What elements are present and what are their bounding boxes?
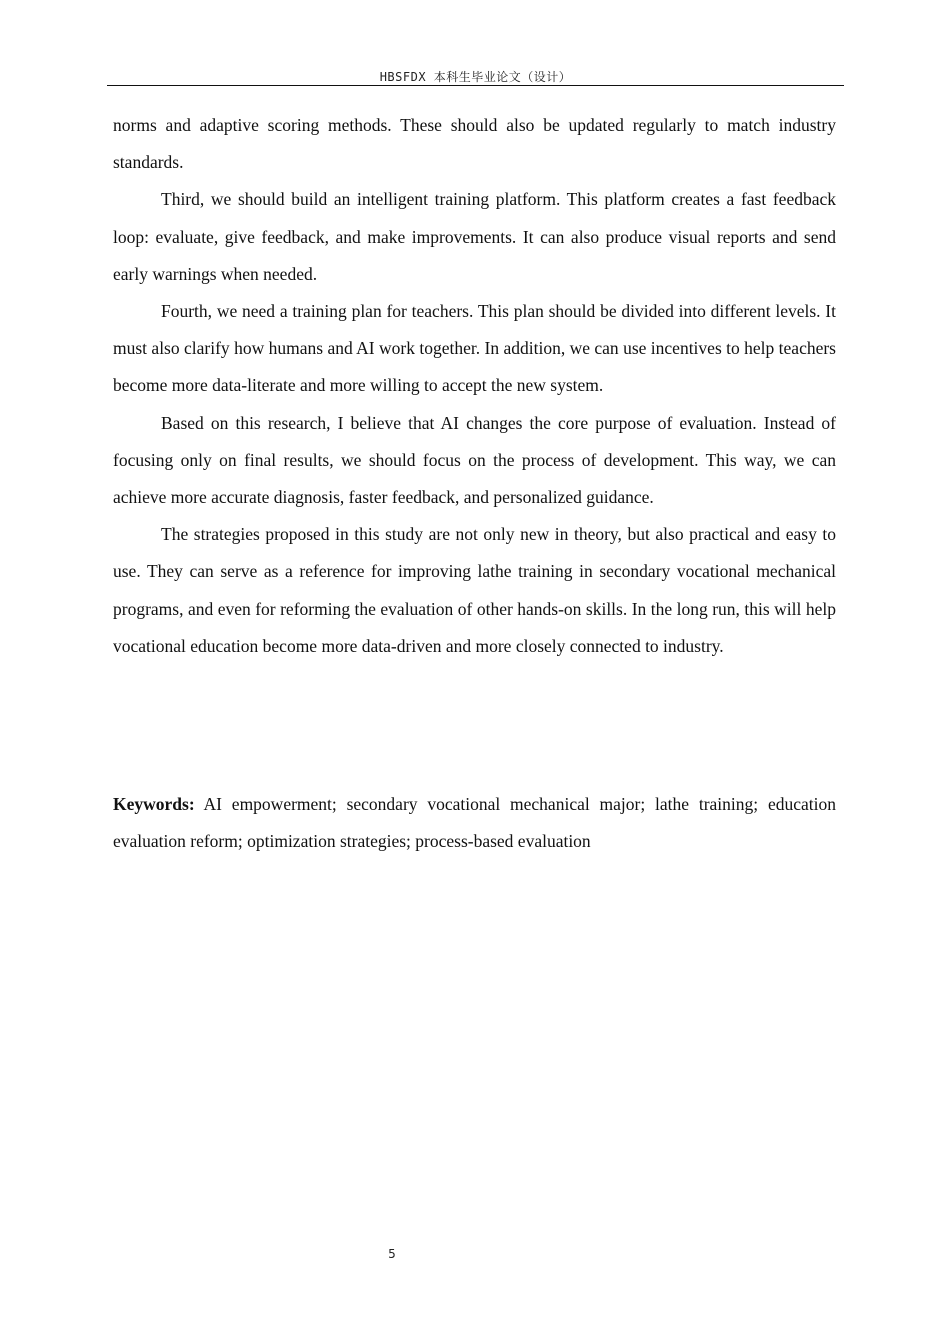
abstract-body [113,107,836,665]
paragraph-fourth: Fourth, we need a training plan for teachers. This plan should be divided into different levels. It must also clarify how humans and AI work together. In addition, we can use incentives to help teachers become more data-literate and more willing to accept the new system. [113,301,836,396]
keywords-block [113,786,836,860]
paragraph-strategies: The strategies proposed in this study are not only new in theory, but also practical and easy to use. They can serve as a reference for improving lathe training in secondary vocational mechanical programs, and even for reforming the evaluation of other hands-on skills. In the long run, this will help vocational education become more data-driven and more closely connected to industry. [113,524,836,656]
keywords-label: Keywords: [113,794,195,814]
paragraph-continued: norms and adaptive scoring methods. These should also be updated regularly to match industry standards. [113,115,836,173]
header-rule [107,85,844,86]
paragraph-conclusion: Based on this research, I believe that AI changes the core purpose of evaluation. Instead of focusing only on final results, we should focus on the process of development. This way, we can achieve more accurate diagnosis, faster feedback, and personalized guidance. [113,412,836,508]
keywords-text: AI empowerment; secondary vocational mechanical major; lathe training; education evaluation reform; optimization strategies; process-based evaluation [113,794,836,852]
paragraph-third: Third, we should build an intelligent training platform. This platform creates a fast feedback loop: evaluate, give feedback, and make improvements. It can also produce visual reports and send early warnings when needed. [113,189,836,284]
page-number: 5 [388,1247,396,1261]
running-header: HBSFDX 本科生毕业论文（设计） [379,70,572,84]
